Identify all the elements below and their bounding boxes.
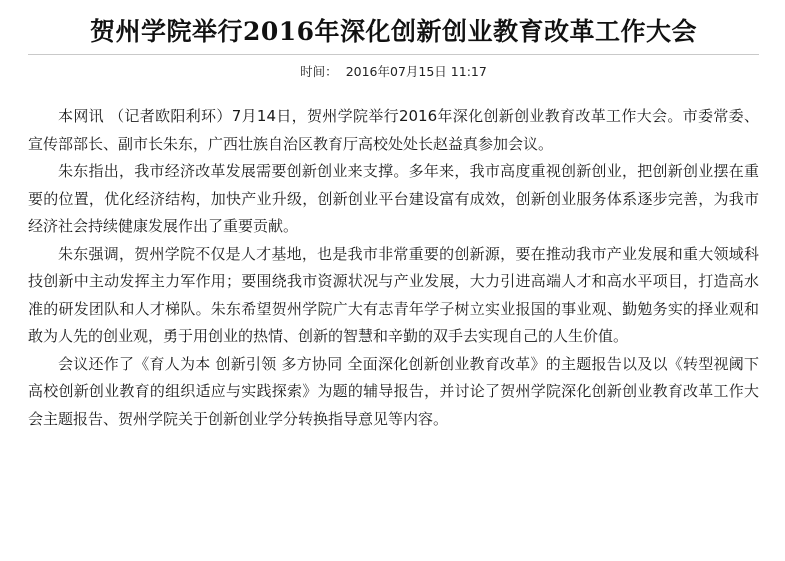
publish-time-label: 时间： — [300, 64, 338, 79]
paragraph-4: 会议还作了《育人为本 创新引领 多方协同 全面深化创新创业教育改革》的主题报告以及以《转型视阈下高校创新创业教育的组织适应与实践探索》为题的辅导报告，并讨论了贺州学院深化创新创业教育改革工作大会主题报告、贺州学院关于创新创业学分转换指导意见等内容。 — [28, 354, 759, 428]
article-title: 贺州学院举行2016年深化创新创业教育改革工作大会 — [89, 17, 698, 46]
publish-time-value: 2016年07月15日 11:17 — [345, 64, 487, 79]
publish-meta — [28, 55, 759, 89]
paragraph-1: 本网讯 （记者欧阳利环）7月14日，贺州学院举行2016年深化创新创业教育改革工作大会。市委常委、宣传部部长、副市长朱东，广西壮族自治区教育厅高校处处长赵益真参加会议。 — [28, 107, 759, 153]
paragraph-2: 朱东指出，我市经济改革发展需要创新创业来支撑。多年来，我市高度重视创新创业，把创新创业摆在重要的位置，优化经济结构，加快产业升级，创新创业平台建设富有成效，创新创业服务体系逐步完善，为我市经济社会持续健康发展作出了重要贡献。 — [28, 162, 759, 235]
paragraph-3: 朱东强调，贺州学院不仅是人才基地，也是我市非常重要的创新源，要在推动我市产业发展和重大领域科技创新中主动发挥主力军作用；要围绕我市资源状况与产业发展，大力引进高端人才和高水平项目，打造高水准的研发团队和人才梯队。朱东希望贺州学院广大有志青年学子树立实业报国的事业观、勤勉务实的择业观和敢为人先的创业观，勇于用创业的热情、创新的智慧和辛勤的双手去实现自己的人生价值。 — [28, 244, 759, 345]
article-body — [28, 103, 759, 433]
